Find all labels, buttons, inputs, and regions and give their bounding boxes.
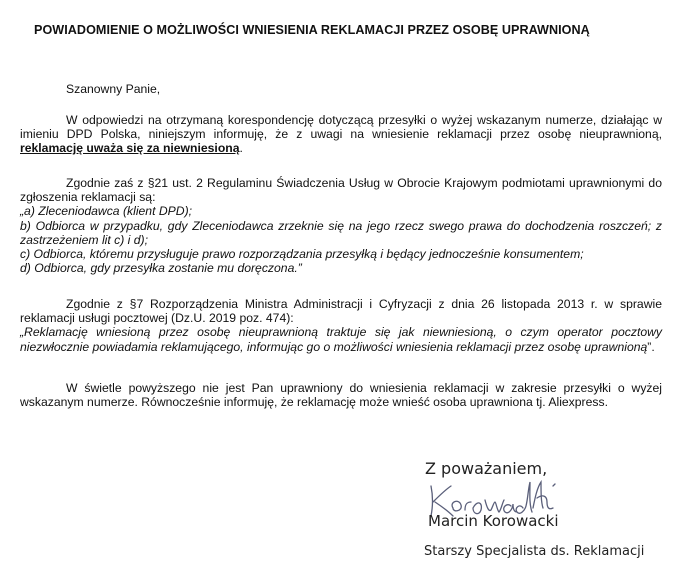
list-item: b) Odbiorca w przypadku, gdy Zleceniodawca zrzeknie się na jego rzecz swego prawa do dochodzenia roszczeń; z zastrzeżeniem lit c) i d);	[20, 218, 662, 247]
list-item: „a) Zleceniodawca (klient DPD);	[20, 204, 193, 219]
list-item: d) Odbiorca, gdy przesyłka zostanie mu doręczona.”	[20, 261, 302, 276]
regards-text: Z poważaniem,	[425, 459, 548, 478]
complaint-not-filed-emphasis: reklamację uważa się za niewniesioną	[20, 141, 240, 156]
paragraph-conclusion-text: W świetle powyższego nie jest Pan uprawniony do wniesienia reklamacji w zakresie przesyłki o wyżej wskazanym numerze. Równocześnie informuję, że reklamację może wnieść osoba uprawniona tj. Aliexpress.	[20, 381, 662, 410]
paragraph-response-text: W odpowiedzi na otrzymaną korespondencję dotyczącą przesyłki o wyżej wskazanym numerze, działając w imieniu DPD Polska, niniejszym informuję, że z uwagi na wniesienie reklamacji przez osobę nieuprawnioną,	[20, 113, 662, 142]
document-title: POWIADOMIENIE O MOŻLIWOŚCI WNIESIENIA REKLAMACJI PRZEZ OSOBĘ UPRAWNIONĄ	[34, 23, 590, 37]
signatory-name: Marcin Korowacki	[428, 512, 559, 530]
paragraph-response-end: .	[239, 141, 243, 156]
paragraph-regulations	[20, 176, 662, 275]
paragraph-conclusion	[20, 381, 662, 409]
ordinance-quote: „Reklamację wniesioną przez osobę nieuprawnioną traktuje się jak niewniesioną, o czym operator pocztowy niezwłocznie powiadamia reklamującego, informując go o możliwości wniesienia reklamacji przez osobę uprawnioną	[20, 325, 662, 354]
signatory-role: Starszy Specjalista ds. Reklamacji	[424, 544, 645, 559]
paragraph-response	[20, 113, 662, 156]
paragraph-ordinance	[20, 297, 662, 354]
list-item: c) Odbiorca, któremu przysługuje prawo rozporządzania przesyłką i będący jednocześnie konsumentem;	[20, 247, 584, 262]
paragraph-regulations-intro: Zgodnie zaś z §21 ust. 2 Regulaminu Świadczenia Usług w Obrocie Krajowym podmiotami uprawnionymi do zgłoszenia reklamacji są:	[20, 176, 662, 205]
ordinance-quote-end: ”.	[647, 339, 655, 354]
greeting: Szanowny Panie,	[66, 82, 161, 96]
paragraph-ordinance-intro: Zgodnie z §7 Rozporządzenia Ministra Administracji i Cyfryzacji z dnia 26 listopada 2013 r. w sprawie reklamacji usługi pocztowej (Dz.U. 2019 poz. 474):	[20, 297, 662, 326]
